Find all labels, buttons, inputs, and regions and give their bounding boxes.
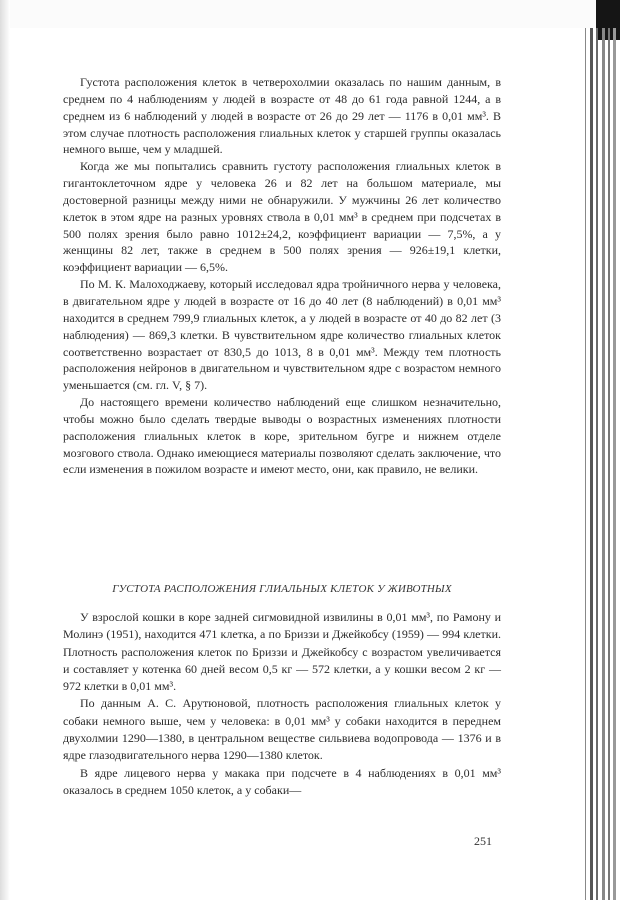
paragraph: Когда же мы попытались сравнить густоту расположения глиальных клеток в гигантоклеточном ядре у человека 26 и 82 лет на большом материале, мы достоверной разницы между ними не обнаружили. У мужчины 26 лет количество клеток в этом ядре на разных уровнях ствола в 0,01 мм³ в среднем при подсчетах в 500 полях зрения было равно 1012±24,2, коэффициент вариации — 7,5%, а у женщины 82 лет, также в среднем в 500 полях зрения — 926±19,1 клетки, коэффициент вариации — 6,5%. <box>63 159 501 275</box>
page-edge <box>596 28 598 900</box>
paragraph: В ядре лицевого нерва у макака при подсчете в 4 наблюдениях в 0,01 мм³ оказалось в среднем 1050 клеток, а у собаки— <box>63 765 501 797</box>
paragraph: По М. К. Малоходжаеву, который исследовал ядра тройничного нерва у человека, в двигательном ядре у людей в возрасте от 16 до 40 лет (8 наблюдений) в 0,01 мм³ находится в среднем 799,9 глиальных клеток, а у людей в возрасте от 40 до 82 лет (3 наблюдения) — 869,3 клетки. В чувствительном ядре количество глиальных клеток соответственно возрастает от 830,5 до 1013, 8 в 0,01 мм³. Между тем плотность расположения нейронов в двигательном и чувствительном ядре с возрастом немного уменьшается (см. гл. V, § 7). <box>63 277 501 393</box>
page-edge <box>602 28 605 900</box>
paragraph: По данным А. С. Арутюновой, плотность расположения глиальных клеток у собаки немного выше, чем у человека: в 0,01 мм³ у собаки находится в переднем двухолмии 1290—1380, в центральном веществе сильвиева водопровода — 1376 и в ядре глазодвигательного нерва 1290—1380 клеток. <box>63 696 501 763</box>
page-edge <box>613 28 616 900</box>
page-edge <box>590 28 593 900</box>
section-heading: ГУСТОТА РАСПОЛОЖЕНИЯ ГЛИАЛЬНЫХ КЛЕТОК У ЖИВОТНЫХ <box>112 583 452 595</box>
paragraph: У взрослой кошки в коре задней сигмовидной извилины в 0,01 мм³, по Рамону и Молинэ (1951), находится 471 клетка, а по Бриззи и Джейкобсу (1959) — 994 клетки. Плотность расположения клеток по Бриззи и Джейкобсу с возрастом увеличивается и составляет у котенка 60 дней весом 0,5 кг — 572 клетки, а у кошки весом 2 кг — 972 клетки в 0,01 мм³. <box>63 610 501 694</box>
page-edge <box>585 28 586 900</box>
body-text-section-1 <box>63 74 501 478</box>
paragraph: Густота расположения клеток в четверохолмии оказалась по нашим данным, в среднем по 4 наблюдениям у людей в возрасте от 48 до 61 года равной 1244, а в среднем из 6 наблюдений у людей в возрасте от 26 до 29 лет — 1176 в 0,01 мм³. В этом случае плотность расположения глиальных клеток у старшей группы оказалась немного выше, чем у младшей. <box>63 75 501 157</box>
scan-margin-top <box>0 0 620 28</box>
page-edge <box>608 28 610 900</box>
paragraph: До настоящего времени количество наблюдений еще слишком незначительно, чтобы можно было сделать твердые выводы о возрастных изменениях плотности расположения глиальных клеток в коре, зрительном бугре и нижнем отделе мозгового ствола. Однако имеющиеся материалы позволяют сделать заключение, что если изменения в пожилом возрасте и имеют место, они, как правило, не велики. <box>63 395 501 477</box>
scan-binding-shadow <box>0 0 10 900</box>
page-number: 251 <box>474 834 492 848</box>
body-text-section-2 <box>63 609 501 799</box>
